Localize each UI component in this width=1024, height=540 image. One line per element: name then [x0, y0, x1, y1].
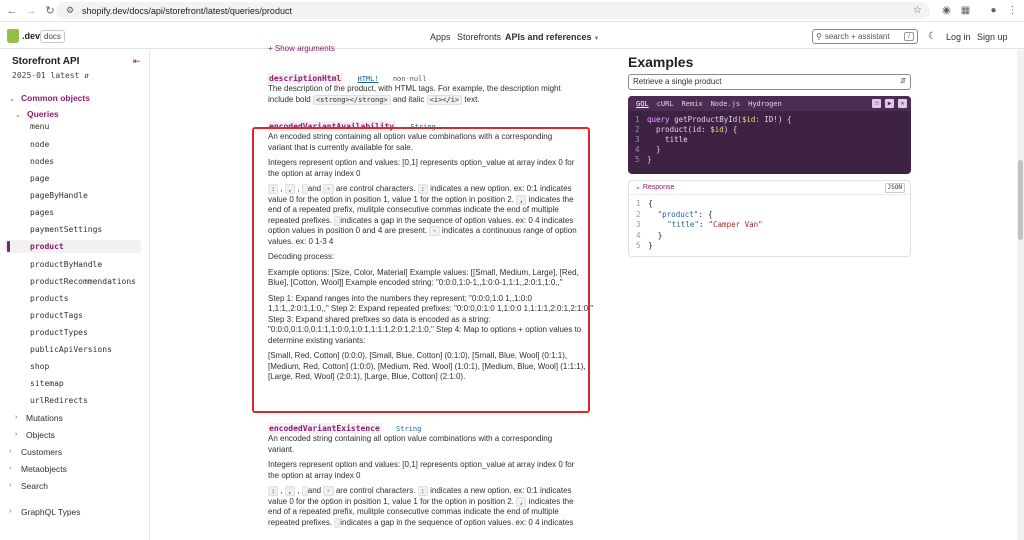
nonnull-label: non-null	[392, 75, 427, 83]
text: indicates the	[528, 194, 574, 204]
chevron-down-icon: ⌄	[15, 112, 21, 119]
description-line: : , , , and - are control characters. : indicates a new option. ex: 0:1 indicates	[268, 184, 598, 195]
description-line: variant.	[268, 444, 295, 454]
text: include bold	[268, 94, 311, 104]
text: and	[307, 486, 322, 495]
line-number: 2	[635, 125, 640, 134]
description-line: Decoding process:	[268, 252, 335, 261]
code-token: }	[647, 155, 652, 164]
description-line: end of a repeated prefix, mulitple consecutive commas indicate the end of multiple	[268, 205, 559, 214]
examples-title: Examples	[628, 54, 694, 70]
chevron-down-icon: ▼	[593, 36, 600, 42]
sidebar-item-graphql-types[interactable]: GraphQL Types	[21, 507, 81, 517]
inline-code: ,	[285, 486, 295, 496]
sidebar-item-customers[interactable]: Customers	[21, 447, 63, 457]
code-token: :	[698, 220, 709, 229]
text: are control characters.	[335, 486, 416, 495]
line-number: 4	[635, 145, 640, 154]
response-panel	[628, 180, 911, 257]
sidebar-item-sitemap[interactable]: sitemap	[30, 379, 64, 388]
nav-apis-label: APIs and references	[505, 32, 592, 42]
response-line	[636, 241, 910, 252]
chevron-right-icon: ›	[9, 465, 12, 472]
code-token: $id	[710, 125, 724, 134]
inline-code: ,	[285, 184, 295, 194]
version-label: 2025-01 latest	[12, 71, 80, 80]
description-line: variant that is currently available for sale.	[268, 142, 413, 152]
separator-dot: ·	[347, 76, 351, 83]
sidebar-item-productrecommendations[interactable]: productRecommendations	[30, 277, 136, 286]
sidebar-item-productbyhandle[interactable]: productByHandle	[30, 260, 103, 269]
code-token: query	[647, 115, 675, 124]
text: option values in position 0 and 4 are present.	[268, 226, 428, 235]
search-placeholder: search + assistant	[824, 32, 890, 41]
address-bar[interactable]	[56, 2, 930, 19]
sidebar-item-paymentsettings[interactable]: paymentSettings	[30, 225, 103, 234]
chevron-right-icon: ›	[9, 482, 12, 489]
delete-icon[interactable]: ✕	[898, 99, 907, 108]
text: indicates a new option. ex: 0:1 indicates	[430, 486, 572, 495]
field-name: encodedVariantExistence	[269, 424, 380, 433]
code-token: ) {	[723, 125, 738, 134]
copy-icon[interactable]: ❐	[872, 99, 881, 108]
description-line: : , , , and - are control characters. : indicates a new option. ex: 0:1 indicates	[268, 486, 598, 497]
login-link[interactable]: Log in	[946, 32, 971, 42]
highlight-annotation-box	[252, 127, 590, 413]
run-icon[interactable]: ▶	[885, 99, 894, 108]
separator-dot: ·	[400, 124, 404, 131]
code-token: "Camper Van"	[708, 220, 763, 229]
response-header	[629, 181, 910, 195]
chevron-right-icon: ›	[9, 508, 12, 515]
sidebar-item-nodes[interactable]: nodes	[30, 157, 55, 166]
description-line: [Medium, Red, Cotton] (1:0:0), [Medium, Red, Wool] (1:0:1), [Medium, Blue, Wool] (1:1:1),	[268, 361, 586, 371]
description-line	[268, 497, 598, 508]
line-number: 5	[636, 241, 641, 250]
response-code-block	[629, 195, 910, 252]
line-number: 2	[636, 209, 641, 219]
description-line: [Large, Red, Wool] (2:0:1), [Large, Blue, Cotton] (2:1:0).	[268, 372, 466, 381]
tab-gql[interactable]: GQL	[636, 99, 649, 108]
line-number: 1	[636, 199, 641, 208]
sidebar-item-products[interactable]: products	[30, 294, 69, 303]
code-token: : ID!) {	[755, 115, 792, 124]
description-line: determine existing variants:	[268, 335, 366, 345]
url-text: shopify.dev/docs/api/storefront/latest/queries/product	[82, 5, 292, 16]
response-line	[636, 199, 910, 210]
description-line: Integers represent option and values: [0,1] represents option_value at array index 0 for	[268, 460, 575, 469]
description-line: Example options: [Size, Color, Material] Example values: [[Small, Medium, Large], [Red,	[268, 267, 579, 277]
code-token: : {	[698, 209, 713, 219]
sidebar-item-urlredirects[interactable]: urlRedirects	[30, 396, 88, 405]
code-line	[635, 115, 911, 125]
text: indicates a gap in the sequence of option values. ex: 0 4 indicates	[340, 517, 574, 527]
search-input[interactable]	[812, 29, 918, 44]
response-label: Response	[642, 184, 675, 191]
separator-dot: ·	[383, 76, 386, 83]
example-select-value: Retrieve a single product	[633, 77, 722, 86]
text: repeated prefixes.	[268, 215, 333, 225]
code-example-panel	[628, 96, 911, 174]
sidebar-item-page[interactable]: page	[30, 174, 50, 183]
description-line: 1,1:1,,2:0:1,1:0,," Step 2: Expand repeated prefixes: "0:0:0,0:1:0 1,1:0:0 1,1:1:1,2:0:1,2:1:0,"	[268, 304, 594, 313]
code-token: getProductById(	[674, 115, 742, 124]
forward-icon[interactable]: →	[25, 4, 37, 17]
sidebar-item-search[interactable]: Search	[21, 481, 48, 491]
sidebar-item-common-objects[interactable]: Common objects	[21, 93, 90, 103]
inline-code: :	[268, 486, 278, 496]
response-line	[636, 231, 910, 242]
code-line	[635, 125, 911, 135]
inline-code: ,	[516, 195, 526, 205]
description-line: the option at array index 0	[268, 470, 361, 480]
chevron-right-icon: ›	[9, 448, 12, 455]
sidebar-item-queries[interactable]: Queries	[27, 109, 59, 119]
line-number: 3	[635, 135, 640, 144]
code-token: "product"	[657, 209, 699, 219]
logo-text[interactable]: .dev	[22, 31, 41, 41]
select-arrows-icon: ⇵	[900, 78, 906, 85]
text: repeated prefixes.	[268, 517, 333, 527]
show-arguments-link[interactable]: + Show arguments	[268, 44, 335, 53]
inline-code: -	[323, 184, 333, 194]
sidebar-item-publicapiversions[interactable]: publicApiVersions	[30, 345, 112, 354]
inline-code: :	[418, 486, 428, 496]
field-name: encodedVariantAvailability	[269, 122, 395, 131]
code-token: }	[647, 145, 661, 154]
browser-toolbar	[0, 0, 1024, 22]
sidebar-item-producttypes[interactable]: productTypes	[30, 328, 88, 337]
code-token: product(id:	[647, 125, 711, 134]
example-select[interactable]	[628, 74, 911, 90]
description-line: [Small, Red, Cotton] (0:0:0), [Small, Blue, Cotton] (0:1:0), [Small, Blue, Wool] (0:1:1),	[268, 351, 568, 360]
line-number: 4	[636, 230, 641, 240]
description-line: Step 1: Expand ranges into the numbers they represent: "0:0:0,1:0 1,,1:0:0	[268, 293, 532, 303]
type-link[interactable]: String	[396, 425, 422, 433]
code-line	[635, 155, 911, 165]
search-icon: ⚲	[816, 32, 822, 41]
scrollbar-thumb[interactable]	[1018, 160, 1023, 240]
code-token	[648, 220, 667, 229]
description-line: An encoded string containing all option value combinations with a corresponding	[268, 132, 553, 141]
active-item-indicator	[7, 241, 10, 252]
separator-dot: ·	[386, 426, 389, 433]
active-item-highlight	[5, 240, 141, 253]
description-line: values. ex: 0 1-3 4	[268, 236, 334, 246]
sidebar	[0, 50, 150, 540]
back-icon[interactable]: ←	[6, 4, 18, 17]
tab-nodejs[interactable]: Node.js	[710, 99, 741, 108]
site-info-icon[interactable]: ⚙	[65, 5, 75, 15]
text: and italic	[392, 94, 425, 104]
shopify-logo-icon[interactable]	[7, 29, 19, 43]
code-token: "title"	[667, 220, 699, 229]
field-description	[268, 84, 598, 105]
sidebar-item-pagebyhandle[interactable]: pageByHandle	[30, 191, 88, 200]
text: indicates a new option. ex: 0:1 indicates	[430, 184, 572, 193]
inline-code: -	[429, 226, 439, 236]
nav-apis-references[interactable]	[505, 32, 600, 42]
field-description	[268, 434, 598, 528]
line-number: 5	[635, 155, 640, 164]
version-select[interactable]: 2025-01 latest ⇵	[12, 71, 90, 80]
code-line	[635, 145, 911, 155]
code-token: }	[648, 241, 653, 250]
chevron-right-icon: ›	[15, 414, 18, 421]
page-scrollbar[interactable]	[1017, 50, 1024, 540]
code-language-tabs	[628, 96, 911, 111]
nav-storefronts[interactable]: Storefronts	[457, 32, 502, 42]
theme-toggle-icon[interactable]: ☾	[928, 31, 937, 42]
chevron-right-icon: ›	[15, 431, 18, 438]
bookmark-star-icon[interactable]: ☆	[913, 5, 922, 16]
description-line	[268, 518, 598, 529]
inline-code: <i></i>	[427, 95, 463, 105]
sidebar-item-mutations[interactable]: Mutations	[26, 413, 63, 423]
chevron-down-icon: ⌄	[9, 96, 15, 103]
inline-code: :	[418, 184, 428, 194]
tab-curl[interactable]: cURL	[656, 99, 674, 108]
text: text.	[464, 94, 480, 104]
field-name: descriptionHtml	[269, 74, 342, 83]
sidebar-item-node[interactable]: node	[30, 140, 50, 149]
search-shortcut: /	[904, 32, 914, 41]
code-line	[635, 135, 911, 145]
docs-badge[interactable]: docs	[40, 30, 65, 43]
code-token: {	[648, 199, 653, 208]
line-number: 3	[636, 220, 641, 229]
response-line	[636, 210, 910, 221]
text: value 0 for the option in position 1, value 1 for the option in position 2.	[268, 194, 514, 204]
text: are control characters.	[335, 184, 416, 193]
description-line: Blue], [Cotton, Wool]] Example encoded string: "0:0:0,1:0-1,,1:0:0-1,1:1,,2:0:1,1:0,,"	[268, 278, 563, 287]
description-line	[268, 95, 598, 106]
response-line	[636, 220, 910, 231]
text: indicates a continuous range of option	[441, 226, 577, 235]
sidebar-item-product[interactable]: product	[30, 242, 64, 251]
inline-code: :	[268, 184, 278, 194]
line-number: 1	[635, 115, 640, 124]
sidebar-item-pages[interactable]: pages	[30, 208, 55, 217]
description-line: the option at array index 0	[268, 168, 361, 178]
sidebar-item-objects[interactable]: Objects	[26, 430, 55, 440]
sidebar-item-menu[interactable]: menu	[30, 122, 50, 131]
puzzle-icon[interactable]: ▦	[960, 5, 971, 16]
sidebar-item-metaobjects[interactable]: Metaobjects	[21, 464, 67, 474]
text: value 0 for the option in position 1, value 1 for the option in position 2.	[268, 496, 514, 506]
description-line: An encoded string containing all option value combinations with a corresponding	[268, 434, 553, 443]
chevron-down-icon[interactable]: ⌄	[635, 184, 641, 191]
signup-link[interactable]: Sign up	[977, 32, 1008, 42]
tab-remix[interactable]: Remix	[681, 99, 703, 108]
menu-dots-icon[interactable]: ⋮	[1007, 5, 1018, 16]
description-line: "0:0:0,0:1:0,0:1:1,1:0:0,1:0:1,1:1:1,2:0:1,2:1:0," Step 4: Map to options + option values to	[268, 325, 582, 334]
description-line: Integers represent option and values: [0,1] represents option_value at array index 0 for	[268, 158, 575, 167]
profile-icon[interactable]: ●	[990, 5, 997, 16]
code-token: title	[647, 135, 688, 144]
sidebar-item-producttags[interactable]: productTags	[30, 311, 83, 320]
text: indicates the	[528, 496, 574, 506]
description-line: The description of the product, with HTML tags. For example, the description might	[268, 84, 561, 93]
inline-code: -	[323, 486, 333, 496]
text: indicates a gap in the sequence of option values. ex: 0 4 indicates	[340, 215, 574, 225]
description-line: end of a repeated prefix, mulitple consecutive commas indicate the end of multiple	[268, 507, 559, 516]
code-token: $id	[741, 115, 756, 124]
tab-hydrogen[interactable]: Hydrogen	[748, 99, 782, 108]
collapse-sidebar-icon[interactable]: ⇤	[133, 56, 141, 66]
text: and	[307, 184, 322, 193]
type-link[interactable]: String	[410, 123, 436, 131]
inline-code: <strong></strong>	[313, 95, 391, 105]
description-line: Step 3: Expand shared prefixes so data is encoded as a string:	[268, 314, 491, 324]
type-link[interactable]: HTML!	[357, 75, 379, 83]
code-token: }	[648, 230, 663, 240]
site-header	[0, 24, 1024, 49]
sidebar-title: Storefront API	[12, 56, 80, 67]
inline-code: ,	[516, 497, 526, 507]
reload-icon[interactable]: ↻	[45, 5, 55, 17]
code-token	[648, 210, 658, 219]
extension-icon[interactable]: ◉	[942, 5, 951, 16]
sidebar-item-shop[interactable]: shop	[30, 362, 50, 371]
nav-apps[interactable]: Apps	[430, 32, 451, 42]
json-badge: JSON	[885, 183, 905, 193]
code-block	[628, 111, 911, 165]
